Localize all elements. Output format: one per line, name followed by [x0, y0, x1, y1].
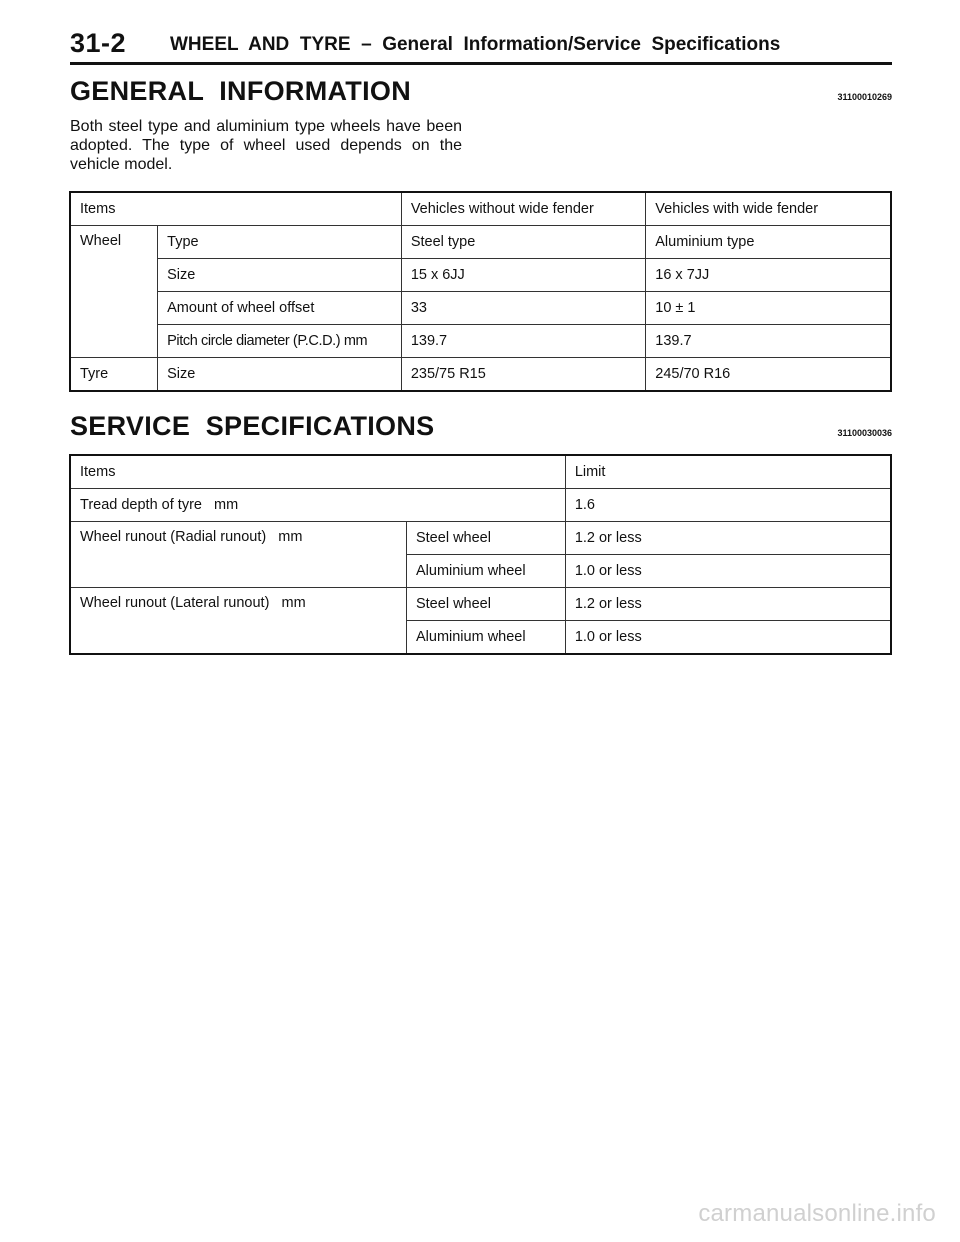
table-row [70, 455, 891, 489]
watermark: carmanualsonline.info [698, 1200, 936, 1227]
wheel-cell: Wheel [70, 226, 158, 358]
page-header [70, 26, 892, 65]
header-cell: Items [70, 455, 565, 489]
general-information-code: 31100010269 [837, 92, 892, 102]
service-specifications-code: 31100030036 [837, 428, 892, 438]
wheel-type-cell: Steel wheel [406, 522, 565, 555]
item-cell: Size [158, 358, 402, 392]
table-row [70, 489, 891, 522]
value-cell: 245/70 R16 [646, 358, 891, 392]
value-cell: 33 [401, 292, 645, 325]
item-cell: Tread depth of tyre mm [70, 489, 565, 522]
wheel-type-cell: Steel wheel [406, 588, 565, 621]
general-information-title: GENERAL INFORMATION [70, 76, 411, 106]
limit-cell: 1.2 or less [565, 522, 891, 555]
value-cell: Aluminium type [646, 226, 891, 259]
service-specifications-table [69, 454, 892, 655]
general-information-table [69, 191, 892, 392]
page-number: 31-2 [70, 28, 127, 58]
header-cell: Vehicles with wide fender [646, 192, 891, 226]
intro-text: Both steel type and aluminium type wheels have been adopted. The type of wheel used depends on the vehicle model. [70, 118, 462, 173]
wheel-type-cell: Aluminium wheel [406, 621, 565, 655]
intro-paragraph [70, 117, 462, 174]
running-title: WHEEL AND TYRE – General Information/Service Specifications [170, 34, 781, 55]
table-row [70, 292, 891, 325]
service-specifications-title: SERVICE SPECIFICATIONS [70, 411, 435, 441]
tyre-cell: Tyre [70, 358, 158, 392]
value-cell: 139.7 [646, 325, 891, 358]
item-cell: Size [158, 259, 402, 292]
value-cell: 139.7 [401, 325, 645, 358]
limit-cell: 1.2 or less [565, 588, 891, 621]
table-row [70, 522, 891, 555]
header-cell: Vehicles without wide fender [401, 192, 645, 226]
value-cell: Steel type [401, 226, 645, 259]
value-cell: 235/75 R15 [401, 358, 645, 392]
table-row [70, 358, 891, 392]
table-row [70, 192, 891, 226]
limit-cell: 1.0 or less [565, 555, 891, 588]
value-cell: 16 x 7JJ [646, 259, 891, 292]
header-cell: Items [70, 192, 401, 226]
table-row [70, 588, 891, 621]
wheel-type-cell: Aluminium wheel [406, 555, 565, 588]
value-cell: 10 ± 1 [646, 292, 891, 325]
item-cell: Wheel runout (Lateral runout) mm [70, 588, 406, 655]
table-row [70, 226, 891, 259]
item-cell: Pitch circle diameter (P.C.D.) mm [158, 325, 402, 358]
value-cell: 15 x 6JJ [401, 259, 645, 292]
table-row [70, 259, 891, 292]
item-cell: Amount of wheel offset [158, 292, 402, 325]
header-cell: Limit [565, 455, 891, 489]
item-cell: Wheel runout (Radial runout) mm [70, 522, 406, 588]
item-cell: Type [158, 226, 402, 259]
limit-cell: 1.0 or less [565, 621, 891, 655]
table-row [70, 325, 891, 358]
limit-cell: 1.6 [565, 489, 891, 522]
